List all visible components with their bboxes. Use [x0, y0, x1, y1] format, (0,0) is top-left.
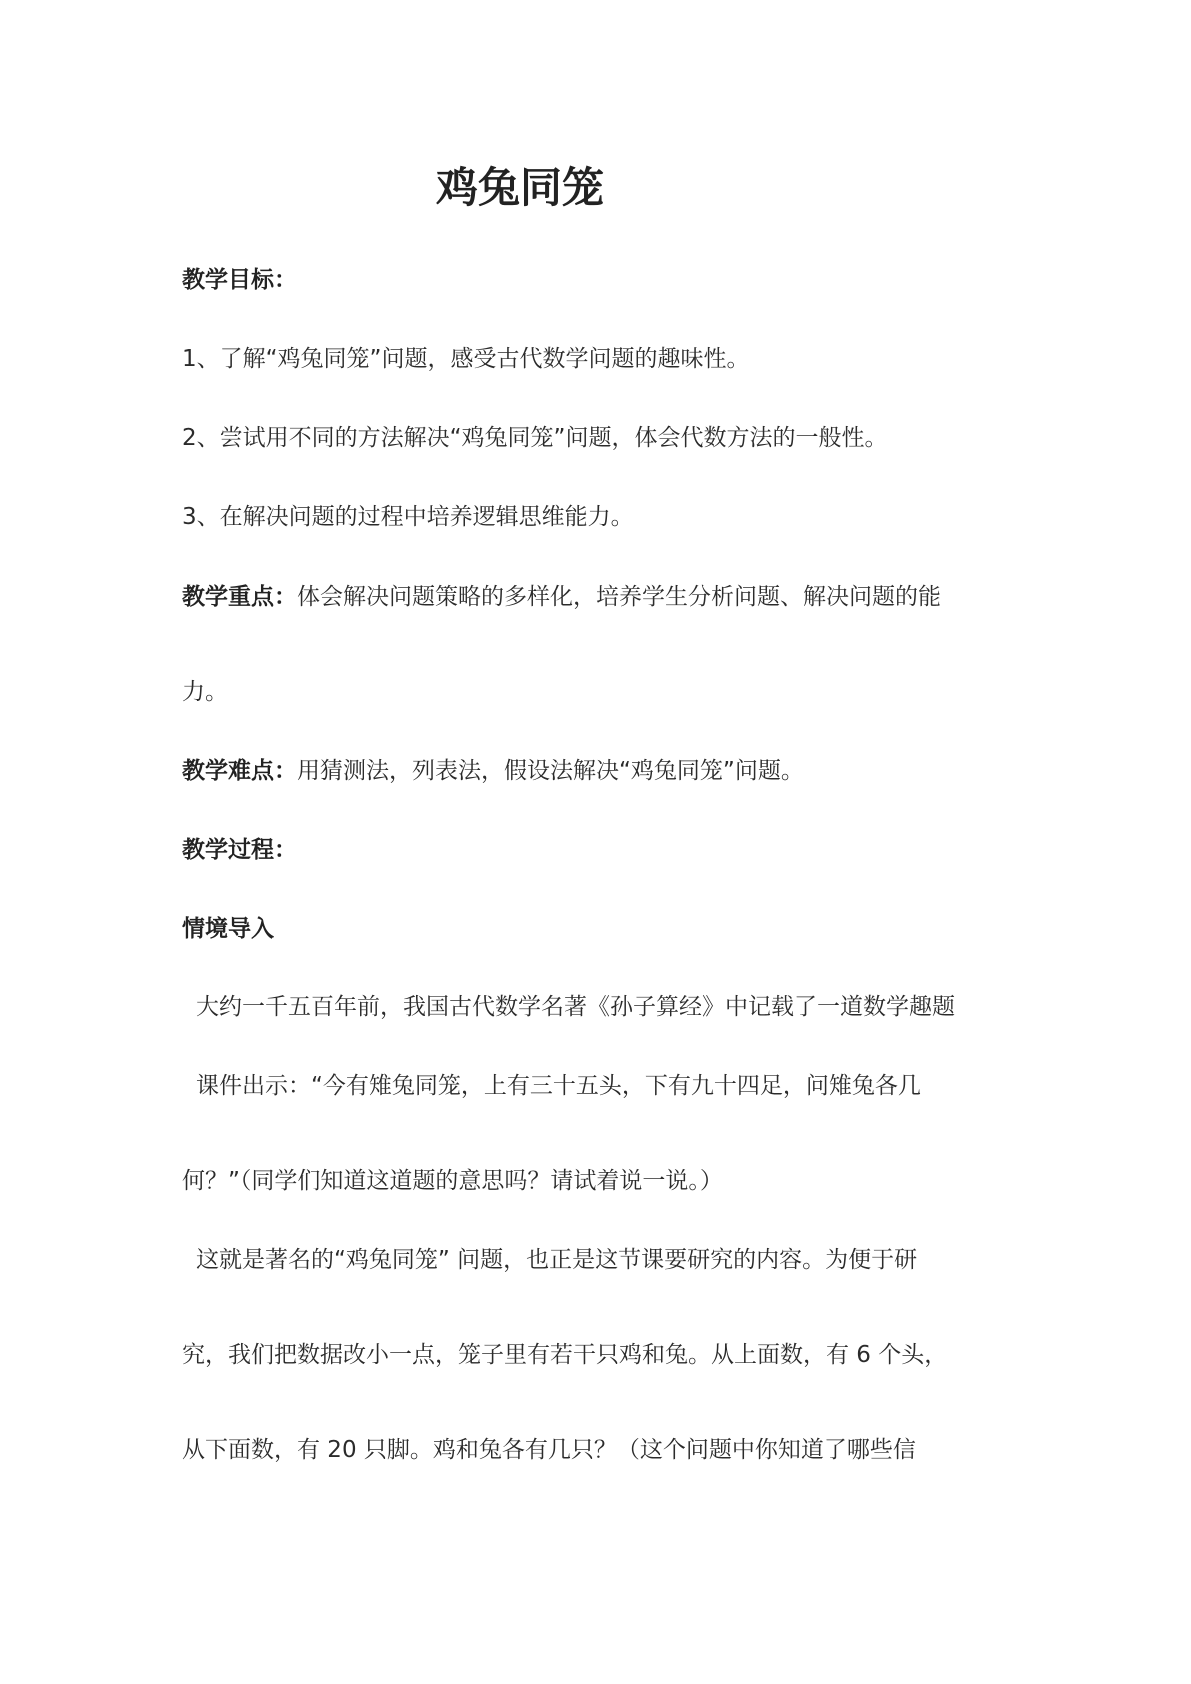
key-point-label: 教学重点：: [182, 584, 297, 610]
objectives-heading: 教学目标：: [182, 267, 297, 293]
difficulty-text: 用猜测法，列表法，假设法解决“鸡兔同笼”问题。: [297, 758, 804, 784]
paragraph-line: 大约一千五百年前，我国古代数学名著《孙子算经》中记载了一道数学趣题: [196, 994, 955, 1020]
difficulty-line: [182, 756, 1022, 786]
paragraph-line: 从下面数，有 20 只脚。鸡和兔各有几只？（这个问题中你知道了哪些信: [182, 1437, 916, 1463]
key-point-line: [182, 582, 1022, 612]
paragraph-line: 这就是著名的“鸡兔同笼” 问题，也正是这节课要研究的内容。为便于研: [196, 1247, 918, 1273]
document-title: 鸡兔同笼: [435, 163, 604, 212]
objective-item: 1、了解“鸡兔同笼”问题，感受古代数学问题的趣味性。: [182, 346, 750, 372]
paragraph-line: 何？”（同学们知道这道题的意思吗？请试着说一说。）: [182, 1168, 723, 1194]
key-point-continuation: 力。: [182, 679, 228, 705]
difficulty-label: 教学难点：: [182, 758, 297, 784]
section-heading: 情境导入: [182, 916, 274, 942]
key-point-text: 体会解决问题策略的多样化，培养学生分析问题、解决问题的能: [297, 584, 941, 610]
paragraph-line: 课件出示：“今有雉兔同笼，上有三十五头，下有九十四足，问雉兔各几: [196, 1073, 921, 1099]
objective-item: 2、尝试用不同的方法解决“鸡兔同笼”问题，体会代数方法的一般性。: [182, 425, 888, 451]
objective-item: 3、在解决问题的过程中培养逻辑思维能力。: [182, 504, 634, 530]
paragraph-line: 究，我们把数据改小一点，笼子里有若干只鸡和兔。从上面数，有 6 个头，: [182, 1342, 948, 1368]
process-heading: 教学过程：: [182, 837, 297, 863]
